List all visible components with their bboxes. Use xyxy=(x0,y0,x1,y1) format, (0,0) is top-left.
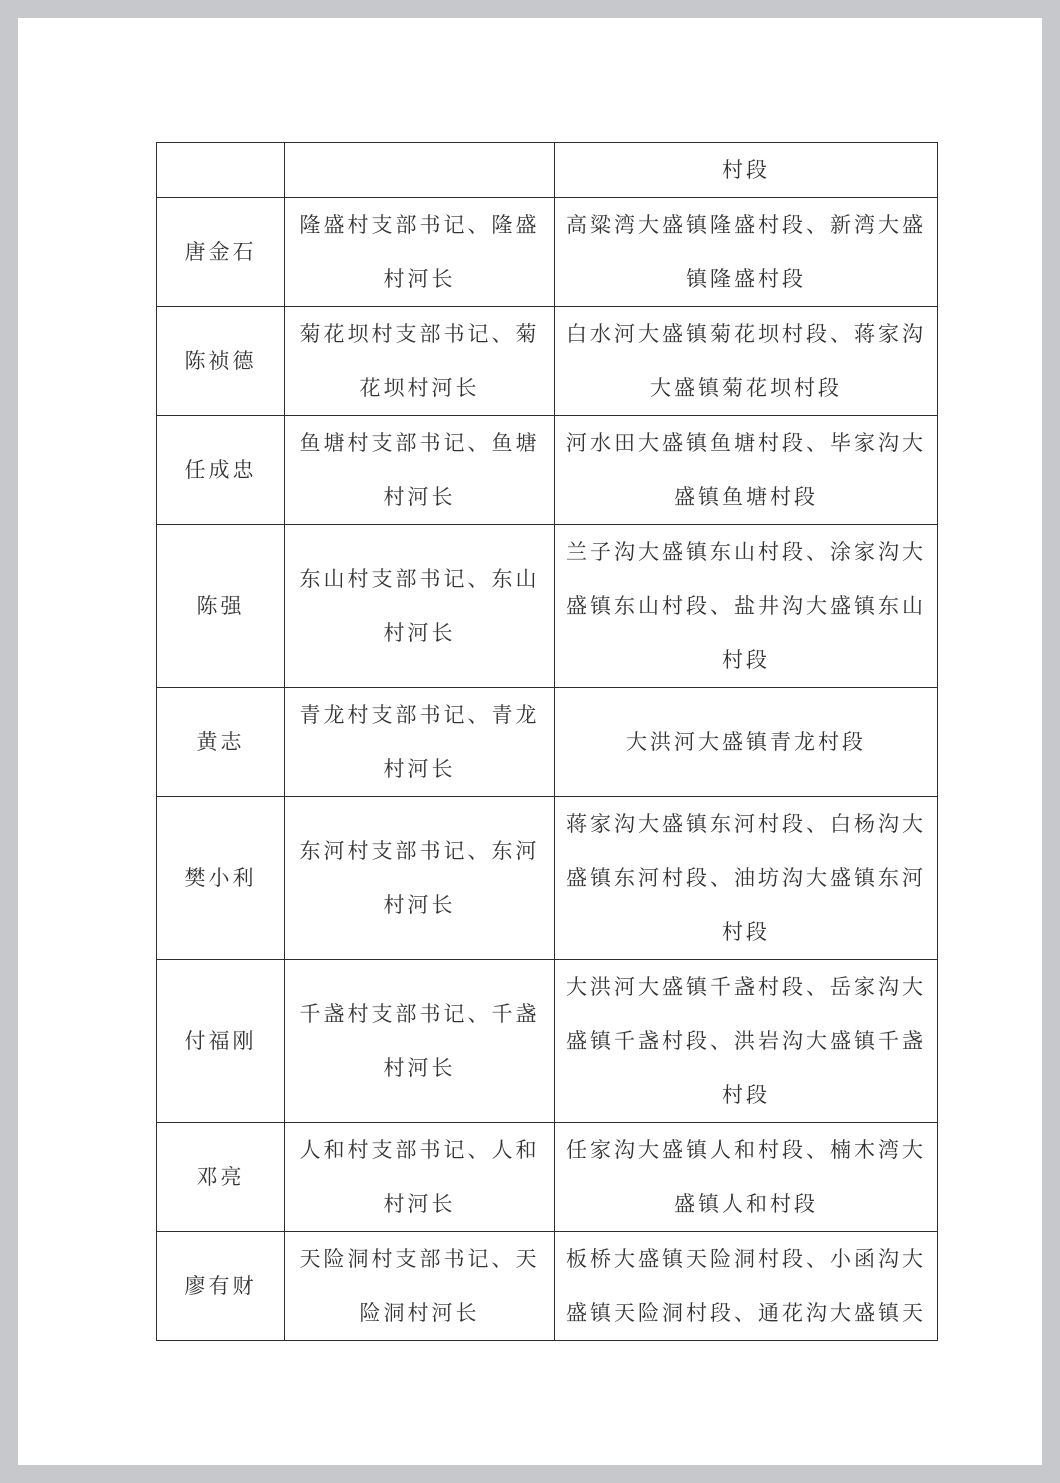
river-section-cell: 大洪河大盛镇千盏村段、岳家沟大盛镇千盏村段、洪岩沟大盛镇千盏村段 xyxy=(555,960,938,1123)
river-section-cell: 高粱湾大盛镇隆盛村段、新湾大盛镇隆盛村段 xyxy=(555,198,938,307)
position-cell: 千盏村支部书记、千盏村河长 xyxy=(285,960,555,1123)
table-row xyxy=(157,960,938,1123)
name-cell xyxy=(157,143,285,198)
name-cell: 廖有财 xyxy=(157,1232,285,1341)
name-cell: 樊小利 xyxy=(157,797,285,960)
position-cell: 青龙村支部书记、青龙村河长 xyxy=(285,688,555,797)
river-section-cell: 兰子沟大盛镇东山村段、涂家沟大盛镇东山村段、盐井沟大盛镇东山村段 xyxy=(555,525,938,688)
table-row xyxy=(157,416,938,525)
name-cell: 陈祯德 xyxy=(157,307,285,416)
position-cell: 东山村支部书记、东山村河长 xyxy=(285,525,555,688)
table-row xyxy=(157,307,938,416)
table-row xyxy=(157,143,938,198)
document-page xyxy=(18,18,1042,1465)
table-row xyxy=(157,688,938,797)
name-cell: 黄志 xyxy=(157,688,285,797)
table-row xyxy=(157,1232,938,1341)
position-cell: 菊花坝村支部书记、菊花坝村河长 xyxy=(285,307,555,416)
name-cell: 唐金石 xyxy=(157,198,285,307)
name-cell: 任成忠 xyxy=(157,416,285,525)
river-section-cell: 板桥大盛镇天险洞村段、小函沟大盛镇天险洞村段、通花沟大盛镇天 xyxy=(555,1232,938,1341)
position-cell: 人和村支部书记、人和村河长 xyxy=(285,1123,555,1232)
position-cell: 天险洞村支部书记、天险洞村河长 xyxy=(285,1232,555,1341)
name-cell: 付福刚 xyxy=(157,960,285,1123)
position-cell: 东河村支部书记、东河村河长 xyxy=(285,797,555,960)
position-cell: 隆盛村支部书记、隆盛村河长 xyxy=(285,198,555,307)
name-cell: 邓亮 xyxy=(157,1123,285,1232)
river-section-cell: 村段 xyxy=(555,143,938,198)
river-section-cell: 大洪河大盛镇青龙村段 xyxy=(555,688,938,797)
position-cell: 鱼塘村支部书记、鱼塘村河长 xyxy=(285,416,555,525)
table-row xyxy=(157,525,938,688)
position-cell xyxy=(285,143,555,198)
river-section-cell: 白水河大盛镇菊花坝村段、蒋家沟大盛镇菊花坝村段 xyxy=(555,307,938,416)
table-row xyxy=(157,1123,938,1232)
river-chief-table xyxy=(156,142,938,1341)
river-section-cell: 任家沟大盛镇人和村段、楠木湾大盛镇人和村段 xyxy=(555,1123,938,1232)
table-row xyxy=(157,797,938,960)
name-cell: 陈强 xyxy=(157,525,285,688)
table-row xyxy=(157,198,938,307)
river-section-cell: 蒋家沟大盛镇东河村段、白杨沟大盛镇东河村段、油坊沟大盛镇东河村段 xyxy=(555,797,938,960)
river-section-cell: 河水田大盛镇鱼塘村段、毕家沟大盛镇鱼塘村段 xyxy=(555,416,938,525)
